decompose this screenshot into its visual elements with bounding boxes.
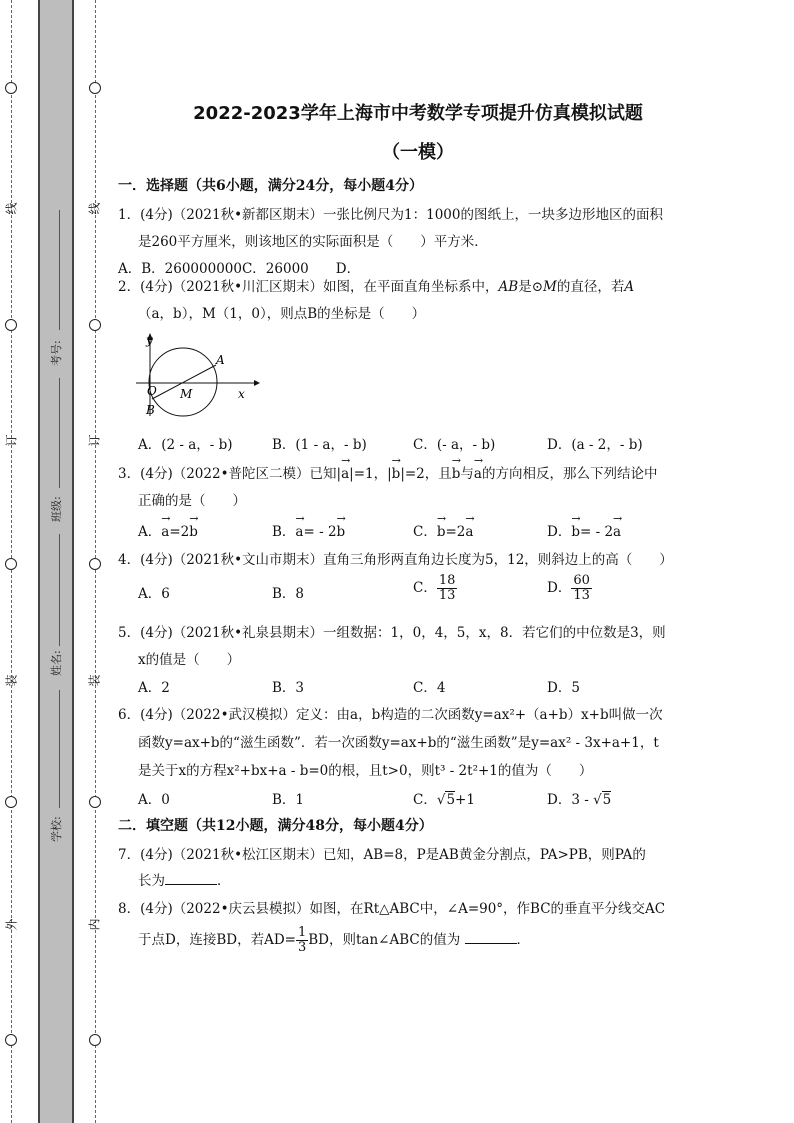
question-3-text: 正确的是（ ）: [138, 493, 246, 509]
section-heading: 二．填空题（共12小题，满分48分，每小题4分）: [118, 818, 433, 834]
binding-char: 装: [87, 674, 102, 687]
question-4-text: 4．(4分)（2021秋•文山市期末）直角三角形两直角边长度为5，12，则斜边上的高（ ）: [118, 552, 673, 568]
question-2-text: 2．(4分)（2021秋•川汇区期末）如图，在平面直角坐标系中，AB是⊙M的直径，若A: [118, 279, 635, 295]
question-6-option-b: B．1: [272, 792, 305, 808]
question-5-option-d: D．5: [547, 680, 580, 696]
point-a-label: A: [216, 353, 225, 367]
question-7-text: 长为 ．: [138, 873, 231, 889]
binding-char: 订: [4, 434, 19, 447]
name-line: [59, 534, 60, 646]
question-6-option-d: D．3 - √5: [547, 792, 612, 808]
question-4-option-b: B．8: [272, 586, 305, 602]
punch-hole: [5, 558, 17, 570]
punch-hole: [5, 82, 17, 94]
origin-label: O: [147, 384, 157, 398]
binding-char: 订: [87, 434, 102, 447]
question-6-text: 是关于x的方程x²+bx+a - b=0的根，且t>0，则t³ - 2t²+1的值为（ ）: [138, 763, 593, 779]
question-8-text: 8．(4分)（2022•庆云县模拟）如图，在Rt△ABC中，∠A=90°，作BC的垂直平分线交AC: [118, 901, 666, 917]
coordinate-circle-figure: [132, 328, 262, 420]
binding-char: 装: [4, 674, 19, 687]
exam-number-line: [59, 210, 60, 330]
name-label: 姓名:: [50, 650, 63, 676]
y-axis-label: y: [146, 333, 153, 347]
question-8-text: 于点D，连接BD，若AD= $\frac{1}{3}$ BD，则tan∠ABC的值为 ．: [138, 925, 531, 955]
binding-band: [38, 0, 74, 1123]
question-6-option-c: C．√5+1: [413, 792, 475, 808]
point-m-label: M: [180, 387, 193, 401]
question-4-option-a: A．6: [138, 586, 170, 602]
question-2-text: （a，b），M（1，0），则点B的坐标是（ ）: [138, 306, 426, 322]
page-title: 2022-2023学年上海市中考数学专项提升仿真模拟试题: [193, 103, 643, 124]
question-1-text: 1．(4分)（2021秋•新都区期末）一张比例尺为1：1000的图纸上，一块多边形地区的面积: [118, 207, 663, 223]
punch-hole: [89, 558, 101, 570]
question-4-option-d: D． $\frac{60}{13}$: [547, 573, 590, 603]
punch-hole: [89, 1034, 101, 1046]
page-subtitle: （一模）: [382, 142, 454, 163]
school-label: 学校:: [50, 816, 63, 842]
point-b-label: B: [146, 403, 155, 417]
punch-hole: [5, 319, 17, 331]
punch-hole: [89, 319, 101, 331]
punch-hole: [5, 796, 17, 808]
question-3-text: 3．(4分)（2022•普陀区二模）已知|→ a|=1，|→ b|=2，且→ b与→ a的方向相反，那么下列结论中: [118, 462, 657, 482]
binding-char: 外: [4, 918, 19, 931]
school-line: [59, 690, 60, 808]
class-line: [59, 378, 60, 488]
question-2-option-d: D．(a - 2，- b): [547, 437, 643, 453]
question-2-option-b: B．(1 - a，- b): [272, 437, 367, 453]
section-heading: 一．选择题（共6小题，满分24分，每小题4分）: [118, 178, 423, 194]
question-1-text: 是260平方厘米，则该地区的实际面积是（ ）平方米．: [138, 234, 488, 250]
exam-number-label: 考号:: [50, 340, 63, 366]
question-2-option-c: C．(- a，- b): [413, 437, 496, 453]
question-6-option-a: A．0: [138, 792, 170, 808]
answer-blank[interactable]: [165, 871, 217, 885]
question-5-text: 5．(4分)（2021秋•礼泉县期末）一组数据：1，0，4，5，x，8．若它们的中位数是3，则: [118, 625, 666, 641]
binding-char: 内: [87, 918, 102, 931]
punch-hole: [5, 1034, 17, 1046]
question-5-option-a: A．2: [138, 680, 170, 696]
question-6-text: 6．(4分)（2022•武汉模拟）定义：由a，b构造的二次函数y=ax²+（a+b）x+b叫做一次: [118, 707, 663, 723]
question-5-option-c: C．4: [413, 680, 446, 696]
question-2-option-a: A．(2 - a，- b): [138, 437, 233, 453]
question-1-options: A．B．260000000C．26000 D．: [118, 261, 361, 277]
question-4-option-c: C． $\frac{18}{13}$: [413, 573, 456, 603]
question-7-text: 7．(4分)（2021秋•松江区期末）已知，AB=8，P是AB黄金分割点，PA>PB，则PA的: [118, 847, 646, 863]
punch-hole: [89, 796, 101, 808]
question-6-text: 函数y=ax+b的“滋生函数”．若一次函数y=ax+b的“滋生函数”是y=ax² - 3x+a+1，t: [138, 735, 659, 751]
question-3-option-d: D．→ b= - 2→ a: [547, 520, 621, 540]
binding-char: 线: [87, 202, 102, 215]
question-5-option-b: B．3: [272, 680, 305, 696]
question-3-option-a: A．→ a=2→ b: [138, 520, 198, 540]
question-3-option-c: C．→ b=2→ a: [413, 520, 473, 540]
question-5-text: x的值是（ ）: [138, 652, 241, 668]
binding-char: 线: [4, 202, 19, 215]
punch-hole: [89, 82, 101, 94]
x-axis-label: x: [238, 387, 245, 401]
question-3-option-b: B．→ a= - 2→ b: [272, 520, 345, 540]
class-label: 班级:: [50, 496, 63, 522]
answer-blank[interactable]: [465, 930, 517, 944]
